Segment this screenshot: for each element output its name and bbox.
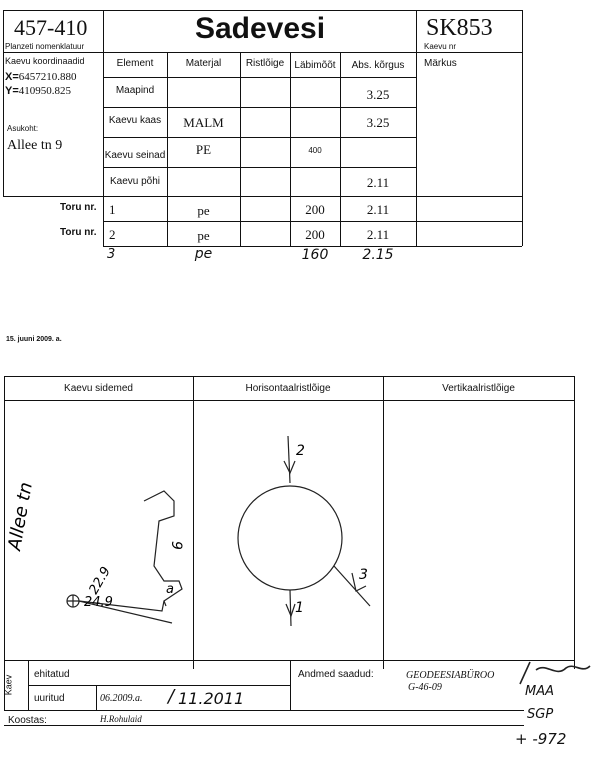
row-material: PE: [195, 142, 212, 157]
pipe-side-number: 3: [359, 567, 368, 583]
pipe-diameter: 200: [305, 227, 325, 242]
pipe-in-line: [288, 436, 290, 483]
pipe-material: pe: [197, 228, 210, 243]
sketch-panel: [0, 370, 603, 670]
location-label: Asukoht:: [7, 124, 39, 133]
date-line: 15. juuni 2009. a.: [6, 336, 62, 343]
row-element: Kaevu seinad: [104, 150, 166, 161]
row-elevation: 3.25: [366, 87, 390, 102]
coord-y-label: Y=: [5, 85, 19, 97]
compiled-label: Koostas:: [8, 715, 47, 726]
header-elevation: Abs. kõrgus: [351, 60, 405, 71]
compiler-name: H.Rohulaid: [100, 714, 142, 724]
well-circle: [238, 486, 342, 590]
pipe-material: pe: [197, 203, 210, 218]
street-name: Allee tn: [4, 480, 37, 552]
section-vertical-title: Vertikaalristlõige: [442, 383, 515, 394]
location-value: Allee tn 9: [7, 138, 63, 153]
page-title: Sadevesi: [194, 12, 326, 45]
pipe-label: Toru nr.: [60, 202, 97, 213]
hand-pipe-material: pe: [194, 246, 213, 262]
hand-pipe-diameter: 160: [301, 247, 329, 263]
pipe-elevation: 2.11: [366, 227, 390, 242]
surveyed-label: uuritud: [34, 693, 65, 704]
section-horizontal-title: Horisontaalristlõige: [245, 383, 331, 394]
built-label: ehitatud: [34, 669, 70, 680]
tie-distance-1: 22.9: [86, 564, 114, 597]
pipe-elevation: 2.11: [366, 202, 390, 217]
handwritten-bracket: /: [168, 686, 175, 707]
header-material: Materjal: [185, 58, 222, 69]
row-elevation: 2.11: [366, 175, 390, 190]
surveyed-date: 06.2009.a.: [100, 693, 143, 704]
hand-pipe-number: 3: [107, 247, 116, 262]
header-remark: Märkus: [424, 58, 457, 69]
row-material: MALM: [183, 115, 224, 130]
surveyed-date-handwritten: 11.2011: [178, 689, 245, 708]
corner-label: a: [166, 582, 174, 597]
handwritten-note-1: MAA: [525, 684, 555, 699]
nomenclature-label: Planzeti nomenklatuur: [5, 42, 85, 51]
tie-distance-2: 24.9: [84, 595, 113, 610]
side-label: Kaev: [3, 674, 14, 696]
footer: [0, 660, 603, 779]
coord-y: [5, 85, 71, 97]
well-number-value: SK853: [426, 15, 493, 41]
handwritten-scribble: [516, 660, 598, 686]
header-cross-section: Ristlõige: [245, 58, 285, 69]
coords-label: Kaevu koordinaadid: [5, 56, 85, 66]
data-source-label: Andmed saadud:: [298, 669, 374, 680]
row-elevation: 3.25: [366, 115, 390, 130]
company-code: G-46-09: [408, 682, 442, 693]
coord-x-value: 6457210.880: [18, 71, 77, 83]
house-number: 9: [168, 541, 184, 550]
handwritten-note-2: SGP: [527, 707, 554, 722]
section-ties-title: Kaevu sidemed: [64, 383, 133, 394]
nomenclature-value: 457-410: [14, 15, 88, 40]
pipe-number: 1: [109, 202, 116, 217]
row-element: Kaevu kaas: [108, 115, 162, 126]
ties-sketch: [4, 401, 193, 669]
pipe-out-line: [290, 590, 291, 626]
hand-pipe-elevation: 2.15: [362, 247, 394, 263]
pipe-in-number: 2: [296, 443, 305, 459]
handwritten-note-3: + -972: [515, 730, 567, 748]
header-element: Element: [116, 58, 154, 69]
pipe-diameter: 200: [305, 202, 325, 217]
coord-x-label: X=: [5, 71, 19, 83]
pipe-out-number: 1: [295, 600, 304, 616]
coord-x: [5, 71, 77, 83]
company-name: GEODEESIABÜROO: [406, 670, 495, 681]
pipe-label: Toru nr.: [60, 227, 97, 238]
row-element: Maapind: [115, 85, 155, 96]
well-number-label: Kaevu nr: [424, 42, 457, 51]
row-element: Kaevu põhi: [109, 176, 161, 187]
header-diameter: Läbimõõt: [294, 60, 336, 71]
pipe-number: 2: [109, 227, 116, 242]
top-form: [0, 0, 603, 263]
row-diameter: 400: [308, 146, 322, 155]
horizontal-section-sketch: [194, 401, 383, 669]
coord-y-value: 410950.825: [18, 85, 72, 97]
